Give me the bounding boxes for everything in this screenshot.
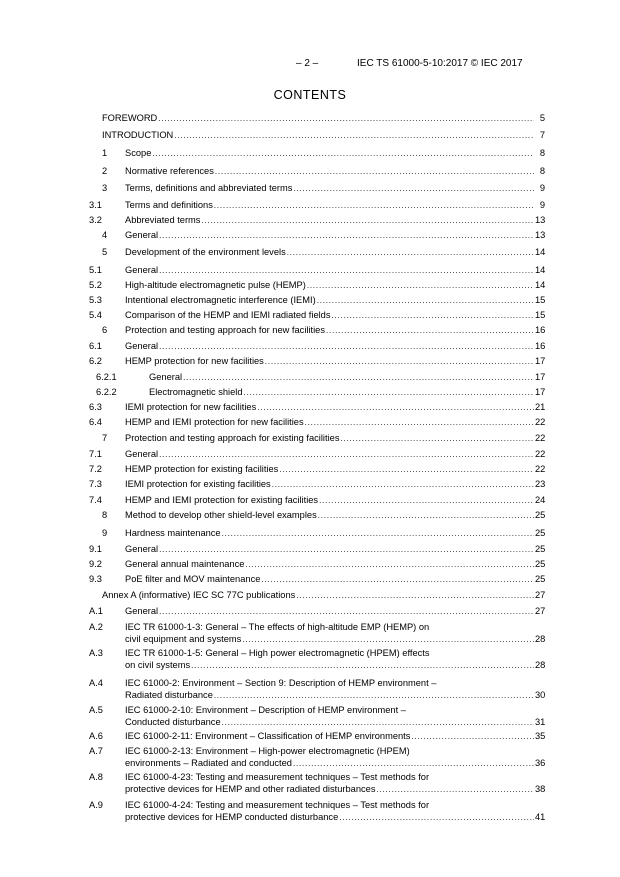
toc-entry-title: General xyxy=(125,606,159,616)
toc-entry-page: 13 xyxy=(535,230,546,240)
dot-leader xyxy=(244,559,534,570)
toc-entry-number: 1 xyxy=(102,148,108,158)
toc-entry-title: Terms and definitions xyxy=(125,200,213,210)
toc-entry-number: 6.3 xyxy=(89,402,102,412)
toc-entry-number: A.7 xyxy=(89,746,103,756)
toc-entry-title: General xyxy=(125,544,159,554)
toc-entry-title: Abbreviated terms xyxy=(125,215,201,225)
toc-entry-title: General xyxy=(149,372,183,382)
toc-entry-number: 3 xyxy=(102,183,108,193)
toc-entry-page: 15 xyxy=(535,295,546,305)
dot-leader xyxy=(173,130,534,141)
toc-entry-number: 4 xyxy=(102,230,108,240)
toc-entry-title-continued: civil equipment and systems xyxy=(125,634,242,644)
page-title: CONTENTS xyxy=(273,88,347,102)
toc-entry-number: 6.1 xyxy=(89,341,102,351)
toc-entry-title-continued: environments – Radiated and conducted xyxy=(125,758,292,768)
toc-entry-title: IEC TR 61000-1-5: General – High power electromagnetic (HPEM) effects xyxy=(125,648,430,658)
toc-entry-number: A.1 xyxy=(89,606,103,616)
toc-entry-title-continued: protective devices for HEMP conducted disturbance xyxy=(125,812,339,822)
toc-entry-number: A.2 xyxy=(89,622,103,632)
toc-entry-title: General xyxy=(125,449,159,459)
toc-entry-number: 5.1 xyxy=(89,265,102,275)
toc-entry-page: 22 xyxy=(535,433,546,443)
toc-entry-title: General xyxy=(125,265,159,275)
dot-leader xyxy=(306,280,534,291)
dot-leader xyxy=(317,510,534,521)
toc-entry-title: INTRODUCTION xyxy=(102,130,174,140)
dot-leader xyxy=(158,230,534,241)
toc-entry-page: 36 xyxy=(535,758,546,768)
toc-entry-number: 9.3 xyxy=(89,574,102,584)
toc-entry-page: 7 xyxy=(539,130,545,140)
dot-leader xyxy=(318,495,534,506)
toc-entry-number: 6.2.1 xyxy=(96,372,117,382)
dot-leader xyxy=(151,148,534,159)
toc-entry-title: High-altitude electromagnetic pulse (HEMP) xyxy=(125,280,306,290)
toc-entry-title: Terms, definitions and abbreviated terms xyxy=(125,183,293,193)
toc-entry-page: 27 xyxy=(535,590,546,600)
document-reference: IEC TS 61000-5-10:2017 © IEC 2017 xyxy=(357,58,523,69)
toc-entry-number: 3.1 xyxy=(89,200,102,210)
toc-entry-title: General xyxy=(125,341,159,351)
toc-entry-number: 6.2.2 xyxy=(96,387,117,397)
toc-entry-number: 6 xyxy=(102,325,108,335)
toc-entry-number: A.5 xyxy=(89,705,103,715)
toc-entry-number: 8 xyxy=(102,510,108,520)
toc-entry-number: 7.1 xyxy=(89,449,102,459)
toc-entry-title: IEC 61000-4-24: Testing and measurement techniques – Test methods for xyxy=(125,800,430,810)
toc-entry-title-continued: Radiated disturbance xyxy=(125,690,213,700)
toc-entry-title: Hardness maintenance xyxy=(125,528,221,538)
dot-leader xyxy=(271,479,534,490)
toc-entry-number: 5.2 xyxy=(89,280,102,290)
toc-entry-page: 31 xyxy=(535,717,546,727)
toc-entry-number: 5 xyxy=(102,247,108,257)
toc-entry-title: Development of the environment levels xyxy=(125,247,286,257)
dot-leader xyxy=(213,200,534,211)
toc-entry-title: IEC TR 61000-1-3: General – The effects of high-altitude EMP (HEMP) on xyxy=(125,622,430,632)
toc-entry-title: Annex A (informative) IEC SC 77C publications xyxy=(102,590,296,600)
toc-entry-page: 41 xyxy=(535,812,546,822)
toc-entry-number: 2 xyxy=(102,166,108,176)
toc-entry-number: A.6 xyxy=(89,731,103,741)
dot-leader xyxy=(158,341,534,352)
toc-entry-title: General annual maintenance xyxy=(125,559,245,569)
dot-leader xyxy=(158,265,534,276)
dot-leader xyxy=(278,464,534,475)
toc-entry-title: PoE filter and MOV maintenance xyxy=(125,574,261,584)
toc-entry-page: 5 xyxy=(539,113,545,123)
toc-entry-title: HEMP protection for existing facilities xyxy=(125,464,279,474)
toc-entry-page: 9 xyxy=(539,183,545,193)
dot-leader xyxy=(304,417,534,428)
dot-leader xyxy=(243,387,534,398)
toc-entry-number: 7.3 xyxy=(89,479,102,489)
toc-entry-number: 7.2 xyxy=(89,464,102,474)
dot-leader xyxy=(158,544,534,555)
toc-entry-title: Method to develop other shield-level examples xyxy=(125,510,317,520)
toc-entry-page: 22 xyxy=(535,449,546,459)
toc-entry-page: 8 xyxy=(539,148,545,158)
dot-leader xyxy=(158,606,534,617)
toc-entry-page: 27 xyxy=(535,606,546,616)
toc-entry-number: 6.2 xyxy=(89,356,102,366)
dot-leader xyxy=(213,690,534,701)
toc-entry-page: 28 xyxy=(535,660,546,670)
toc-entry-number: 7.4 xyxy=(89,495,102,505)
toc-entry-number: 9.2 xyxy=(89,559,102,569)
toc-entry-title: IEC 61000-4-23: Testing and measurement techniques – Test methods for xyxy=(125,772,430,782)
toc-entry-page: 25 xyxy=(535,559,546,569)
toc-entry-number: A.9 xyxy=(89,800,103,810)
dot-leader xyxy=(221,717,534,728)
toc-entry-page: 30 xyxy=(535,690,546,700)
toc-entry-title: FOREWORD xyxy=(102,113,158,123)
toc-entry-page: 24 xyxy=(535,495,546,505)
dot-leader xyxy=(339,433,534,444)
toc-entry-page: 25 xyxy=(535,544,546,554)
toc-entry-number: 5.3 xyxy=(89,295,102,305)
toc-entry-title: HEMP and IEMI protection for existing facilities xyxy=(125,495,319,505)
toc-entry-title: HEMP protection for new facilities xyxy=(125,356,264,366)
toc-entry-page: 16 xyxy=(535,325,546,335)
dot-leader xyxy=(182,372,534,383)
toc-entry-page: 25 xyxy=(535,574,546,584)
dot-leader xyxy=(295,590,534,601)
toc-entry-page: 25 xyxy=(535,510,546,520)
toc-entry-number: A.4 xyxy=(89,678,103,688)
toc-entry-number: A.8 xyxy=(89,772,103,782)
toc-entry-title-continued: Conducted disturbance xyxy=(125,717,221,727)
toc-entry-page: 17 xyxy=(535,356,546,366)
toc-entry-title: Electromagnetic shield xyxy=(149,387,243,397)
dot-leader xyxy=(241,634,534,645)
toc-entry-page: 22 xyxy=(535,417,546,427)
toc-entry-number: A.3 xyxy=(89,648,103,658)
toc-entry-title: Scope xyxy=(125,148,152,158)
toc-entry-page: 25 xyxy=(535,528,546,538)
toc-entry-title: IEC 61000-2-13: Environment – High-power electromagnetic (HPEM) xyxy=(125,746,410,756)
dot-leader xyxy=(316,295,534,306)
toc-entry-page: 28 xyxy=(535,634,546,644)
dot-leader xyxy=(375,784,534,795)
toc-entry-page: 22 xyxy=(535,464,546,474)
toc-entry-title: Intentional electromagnetic interference (IEMI) xyxy=(125,295,316,305)
toc-entry-title: IEMI protection for new facilities xyxy=(125,402,257,412)
toc-entry-page: 14 xyxy=(535,247,546,257)
toc-entry-page: 8 xyxy=(539,166,545,176)
dot-leader xyxy=(256,402,534,413)
toc-entry-title: Comparison of the HEMP and IEMI radiated fields xyxy=(125,310,331,320)
toc-entry-title-continued: protective devices for HEMP and other radiated disturbances xyxy=(125,784,376,794)
toc-entry-page: 14 xyxy=(535,280,546,290)
dot-leader xyxy=(200,215,534,226)
toc-entry-number: 5.4 xyxy=(89,310,102,320)
dot-leader xyxy=(410,731,534,742)
toc-entry-number: 3.2 xyxy=(89,215,102,225)
toc-entry-page: 38 xyxy=(535,784,546,794)
toc-entry-page: 23 xyxy=(535,479,546,489)
dot-leader xyxy=(221,528,534,539)
toc-entry-number: 6.4 xyxy=(89,417,102,427)
dot-leader xyxy=(292,183,534,194)
toc-entry-page: 17 xyxy=(535,372,546,382)
toc-entry-title: IEC 61000-2-10: Environment – Description of HEMP environment – xyxy=(125,705,406,715)
dot-leader xyxy=(260,574,534,585)
toc-entry-page: 21 xyxy=(535,402,546,412)
dot-leader xyxy=(292,758,534,769)
page-number: – 2 – xyxy=(296,58,319,69)
dot-leader xyxy=(338,812,534,823)
toc-entry-title-continued: on civil systems xyxy=(125,660,191,670)
toc-entry-page: 15 xyxy=(535,310,546,320)
toc-entry-page: 9 xyxy=(539,200,545,210)
toc-entry-title: Protection and testing approach for existing facilities xyxy=(125,433,340,443)
dot-leader xyxy=(331,310,535,321)
toc-entry-number: 9 xyxy=(102,528,108,538)
toc-entry-page: 13 xyxy=(535,215,546,225)
dot-leader xyxy=(325,325,534,336)
toc-entry-number: 7 xyxy=(102,433,108,443)
toc-entry-title: IEC 61000-2-11: Environment – Classification of HEMP environments xyxy=(125,731,411,741)
toc-entry-page: 16 xyxy=(535,341,546,351)
toc-entry-page: 14 xyxy=(535,265,546,275)
toc-entry-title: General xyxy=(125,230,159,240)
dot-leader xyxy=(264,356,534,367)
toc-entry-title: IEC 61000-2: Environment – Section 9: Description of HEMP environment – xyxy=(125,678,437,688)
dot-leader xyxy=(190,660,534,671)
toc-entry-number: 9.1 xyxy=(89,544,102,554)
toc-entry-title: Normative references xyxy=(125,166,214,176)
dot-leader xyxy=(214,166,534,177)
toc-entry-page: 35 xyxy=(535,731,546,741)
toc-entry-title: HEMP and IEMI protection for new facilities xyxy=(125,417,304,427)
dot-leader xyxy=(286,247,534,258)
toc-entry-title: Protection and testing approach for new facilities xyxy=(125,325,325,335)
dot-leader xyxy=(158,449,534,460)
dot-leader xyxy=(157,113,534,124)
toc-entry-title: IEMI protection for existing facilities xyxy=(125,479,271,489)
toc-entry-page: 17 xyxy=(535,387,546,397)
